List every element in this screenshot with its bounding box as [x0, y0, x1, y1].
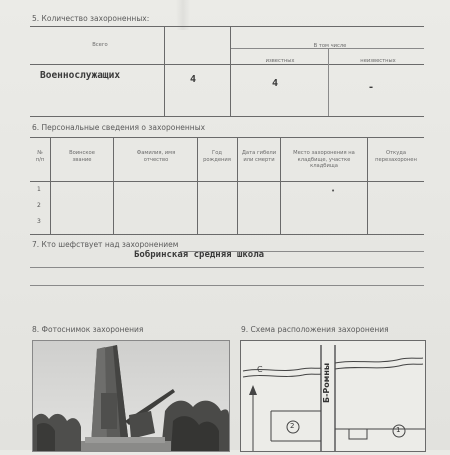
section6-header-border — [30, 181, 424, 182]
section6-header-place: Место захоронения на кладбище, участке кладбища — [293, 150, 355, 169]
section5-bottom-border — [30, 116, 424, 117]
section6-row-1: 1 — [37, 186, 41, 193]
section6-header-from: Откуда перезахоронен — [375, 150, 417, 163]
section6-col-divider-2 — [113, 137, 114, 234]
section6-header-birth: Год рождения — [203, 150, 231, 163]
section5-known-value: 4 — [272, 78, 279, 89]
monument-photo-icon — [33, 341, 229, 451]
section5-col-divider-1 — [164, 26, 165, 116]
section6-col-divider-1 — [50, 137, 51, 234]
section6-top-border — [30, 137, 424, 138]
section5-col-divider-2 — [230, 26, 231, 116]
section6-bottom-border — [30, 234, 424, 235]
section6-header-name: Фамилия, имя отчество — [136, 150, 176, 163]
section5-col-divider-3 — [328, 48, 329, 116]
scheme-marker-2: 2 — [290, 422, 295, 430]
scheme-road-label: Б-Ромны — [322, 362, 331, 403]
section7-line-3 — [30, 285, 424, 286]
section7-title: 7. Кто шефствует над захоронением — [32, 240, 179, 249]
section5-known-header: известных — [265, 58, 295, 64]
scheme-north-label: С — [257, 365, 263, 374]
section5-including-header: В том числе — [313, 43, 347, 49]
section5-total-header: Всего — [92, 42, 108, 48]
section6-row-2: 2 — [37, 202, 41, 209]
section5-unknown-header: неизвестных — [360, 58, 396, 64]
section9-title: 9. Схема расположения захоронения — [241, 325, 389, 334]
section6-header-rank: Воинское звание — [69, 150, 95, 163]
section5-top-border — [30, 26, 424, 27]
section6-title: 6. Персональные сведения о захороненных — [32, 123, 206, 132]
section8-title: 8. Фотоснимок захоронения — [32, 325, 144, 334]
section5-title: 5. Количество захороненных: — [32, 14, 150, 23]
scheme-marker-1: 1 — [396, 426, 401, 434]
burial-photo — [32, 340, 230, 452]
section5-row-label: Военнослужащих — [40, 70, 121, 81]
location-map-icon — [241, 341, 425, 451]
section6-header-death: Дата гибели или смерти — [241, 150, 277, 163]
section7-line-2 — [30, 267, 424, 268]
burial-location-scheme — [240, 340, 426, 452]
section7-value: Бобринская средняя школа — [134, 250, 265, 260]
section6-row-3: 3 — [37, 218, 41, 225]
section6-header-num: № п/п — [35, 150, 45, 163]
section5-total-value: 4 — [190, 74, 197, 85]
section5-unknown-value: - — [368, 82, 375, 93]
section6-place-mark: • — [331, 187, 336, 195]
